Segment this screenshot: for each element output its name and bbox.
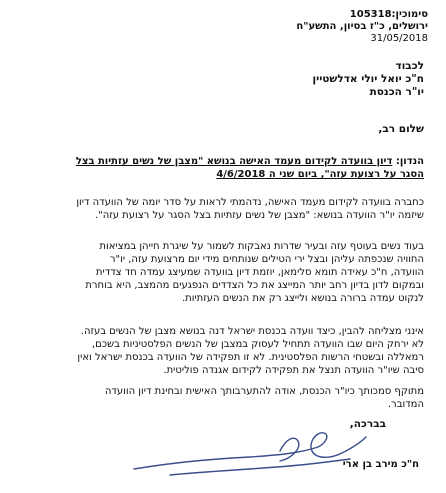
- greeting: שלום רב,: [378, 123, 424, 135]
- paragraph-2: [19, 240, 424, 305]
- paragraph-line: ובמקום לדון בדיון רחב יותר המייצג את כל הצדדים הנפגעים מהמצב, היא בוחרת: [85, 280, 424, 291]
- reference-label: סימוכין:: [391, 9, 428, 20]
- gregorian-date: 31/05/2018: [370, 33, 428, 44]
- paragraph-line: אינני מצליחה להבין, כיצד וועדה בכנסת ישראל דנה בנושא מצבן של הנשים בעזה.: [80, 326, 424, 337]
- reference-line: [296, 9, 428, 21]
- paragraph-4: [19, 385, 424, 411]
- recipient-name: ח"כ יואל יולי אדלשטיין: [312, 73, 424, 85]
- paragraph-line: סיבה שיו"ר הוועדה תנצל את תפקידה לקידום אגנדה פוליטית.: [163, 365, 424, 376]
- signer-name: ח"כ מירב בן ארי: [342, 459, 419, 470]
- paragraph-line: לא ירחק היום שבו הוועדה תתחיל לעסוק במצבן של הנשים הפלסטיניות בשכם,: [91, 339, 424, 350]
- paragraph-line: לנקוט עמדה ברורה בנושא ולייצג רק את הנשים העזתיות.: [181, 293, 424, 304]
- subject-label: הנדון:: [395, 156, 424, 167]
- recipient-to: לכבוד: [395, 60, 424, 72]
- paragraph-line: החוויה שנכפתה עליהן ובצל ירי הטילים שנותחים מידי יום מרצועת עזה, יו"ר: [109, 254, 424, 265]
- paragraph-line: בעוד נשים בעוטף עזה ובעיר שדרות נאבקות לשמור על שיגרת חייהן במציאות: [99, 241, 424, 252]
- signature-image: [130, 425, 370, 483]
- closing: בברכה,: [349, 418, 386, 430]
- subject-line-1: דיון בוועדה לקידום מעמד האישה בנושא "מצבן של נשים עזתיות בצל: [75, 156, 393, 167]
- subject-block: [14, 155, 424, 181]
- subject-line-2: הסגר על רצועת עזה", ביום שני ה 4/6/2018: [216, 169, 424, 180]
- paragraph-line: מתוקף סמכותך כיו"ר הכנסת, אודה להתערבותך האישית ובחינת דיון הוועדה: [104, 386, 424, 397]
- paragraph-1: [19, 196, 424, 222]
- paragraph-line: המדובר.: [387, 399, 424, 410]
- recipient-title: יו"ר הכנסת: [369, 86, 424, 98]
- reference-number: 105318: [349, 9, 392, 20]
- paragraph-3: [19, 325, 424, 377]
- signature-stroke: [134, 433, 366, 475]
- hebrew-date: ירושלים, כ"ז בסיון, התשע"ח: [296, 21, 428, 32]
- letter-meta: [296, 9, 428, 45]
- paragraph-line: הוועדה, ח"כ עאידה תומא סלימאן, יוזמת דיון בוועדה שמעיצג עמדה חד צדדית: [95, 267, 424, 278]
- recipient-block: [313, 60, 424, 99]
- paragraph-line: רמאללה ובשטחי הרשות הפלסטינית. לא זו תפקידה של הוועדה בכנסת ישראל ואין: [77, 352, 424, 363]
- paragraph-line: שיזמה יו"ר הוועדה בנושא: "מצבן של נשים עזתיות בצל הסגר על רצועת עזה".: [94, 210, 424, 221]
- paragraph-line: כחברה בוועדה לקידום מעמד האישה, נדהמתי לראות על סדר יומה של הוועדה דיון: [76, 197, 424, 208]
